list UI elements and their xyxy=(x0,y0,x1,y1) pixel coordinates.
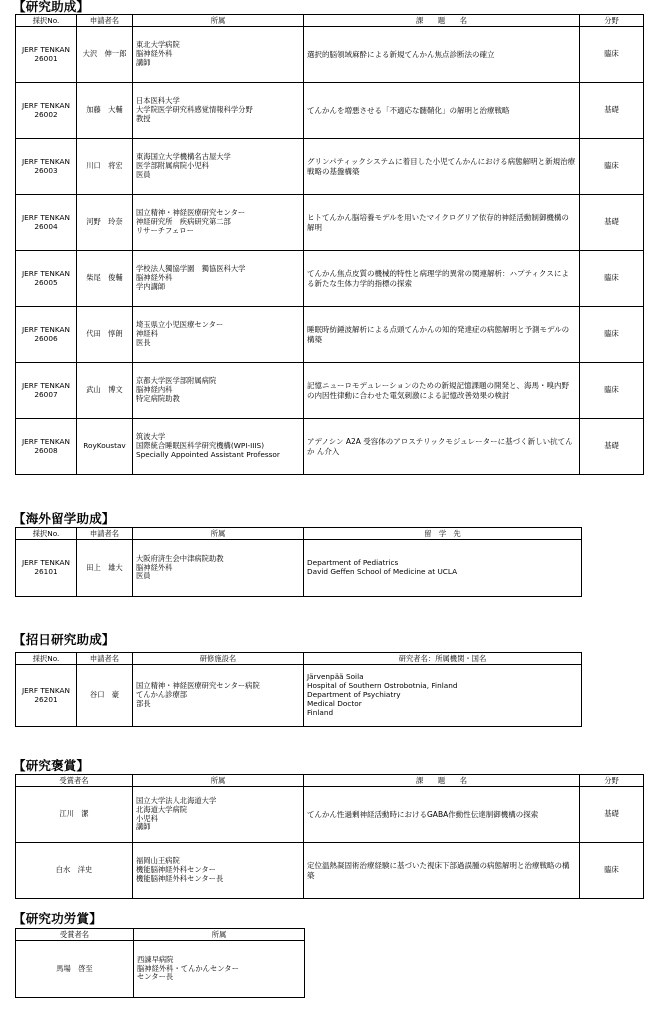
table-row xyxy=(16,843,644,899)
grant-no: JERF TENKAN 26201 xyxy=(16,665,77,727)
table-row xyxy=(16,540,582,597)
research-topic: 睡眠時紡錘波解析による点頭てんかんの知的発達症の病態解明と予測モデルの構築 xyxy=(304,307,580,363)
grants-table xyxy=(15,14,644,475)
applicant-name: 武山 博文 xyxy=(77,363,133,419)
research-field: 臨床 xyxy=(580,843,644,899)
overseas-table xyxy=(15,527,582,597)
table-row xyxy=(16,419,644,475)
table-row xyxy=(16,195,644,251)
column-header-destination: 留 学 先 xyxy=(304,528,582,540)
table-row xyxy=(16,139,644,195)
column-header-no: 採択No. xyxy=(16,15,77,27)
affiliation: 京都大学医学部附属病院 脳神経内科 特定病院助教 xyxy=(133,363,304,419)
research-topic: てんかんを増悪させる「不適応な髄鞘化」の解明と治療戦略 xyxy=(304,83,580,139)
applicant-name: 谷口 豪 xyxy=(77,665,133,727)
affiliation: 日本医科大学 大学院医学研究科感覚情報科学分野 教授 xyxy=(133,83,304,139)
grant-no: JERF TENKAN 26007 xyxy=(16,363,77,419)
overseas-section-title: 【海外留学助成】 xyxy=(13,511,115,526)
applicant-name: 加藤 大輔 xyxy=(77,83,133,139)
affiliation: 東海国立大学機構名古屋大学 医学部附属病院小児科 医員 xyxy=(133,139,304,195)
research-field: 臨床 xyxy=(580,363,644,419)
affiliation: 国立大学法人北海道大学 北海道大学病院 小児科 講師 xyxy=(133,787,304,843)
recipient-name: 江川 潔 xyxy=(16,787,133,843)
recipient-name: 白水 洋史 xyxy=(16,843,133,899)
column-header-affiliation: 所属 xyxy=(133,528,304,540)
table-row xyxy=(16,941,305,998)
research-topic: てんかん性過剰神経活動時におけるGABA作動性伝達制御機構の探索 xyxy=(304,787,580,843)
research-topic: てんかん焦点皮質の機械的特性と病理学的異常の関連解析：ハプティクスによる新たな生体力学的指標の探索 xyxy=(304,251,580,307)
affiliation: 筑波大学 国際統合睡眠医科学研究機構(WPI-IIIS) Specially Appointed Assistant Professor xyxy=(133,419,304,475)
column-header-affiliation: 所属 xyxy=(133,15,304,27)
table-row xyxy=(16,251,644,307)
grant-no: JERF TENKAN 26002 xyxy=(16,83,77,139)
affiliation: 埼玉県立小児医療センター 神経科 医長 xyxy=(133,307,304,363)
research-topic: 選択的脳領域麻酔による新規てんかん焦点診断法の確立 xyxy=(304,27,580,83)
affiliation: 福岡山王病院 機能脳神経外科センター 機能脳神経外科センター長 xyxy=(133,843,304,899)
table-header-row xyxy=(16,775,644,787)
research-topic: グリンパティックシステムに着目した小児てんかんにおける病態解明と新規治療戦略の基盤構築 xyxy=(304,139,580,195)
research-topic: 定位温熱凝固術治療経験に基づいた視床下部過誤腫の病態解明と治療戦略の構築 xyxy=(304,843,580,899)
column-header-name: 申請者名 xyxy=(77,653,133,665)
column-header-recipient: 受賞者名 xyxy=(16,775,133,787)
applicant-name: 代田 惇朗 xyxy=(77,307,133,363)
applicant-name: 田上 雄大 xyxy=(77,540,133,597)
grant-no: JERF TENKAN 26006 xyxy=(16,307,77,363)
recipient-name: 馬場 啓至 xyxy=(16,941,134,998)
table-row xyxy=(16,307,644,363)
applicant-name: 柴尾 俊輔 xyxy=(77,251,133,307)
column-header-topic: 課 題 名 xyxy=(304,775,580,787)
applicant-name: 大沢 伸一郎 xyxy=(77,27,133,83)
table-row xyxy=(16,363,644,419)
affiliation: 学校法人獨協学園 獨協医科大学 脳神経外科 学内講師 xyxy=(133,251,304,307)
award-table xyxy=(15,774,644,899)
research-field: 基礎 xyxy=(580,419,644,475)
merit-table xyxy=(15,928,305,998)
research-field: 基礎 xyxy=(580,195,644,251)
column-header-topic: 課 題 名 xyxy=(304,15,580,27)
table-header-row xyxy=(16,929,305,941)
column-header-name: 申請者名 xyxy=(77,15,133,27)
affiliation: 東北大学病院 脳神経外科 講師 xyxy=(133,27,304,83)
research-field: 臨床 xyxy=(580,139,644,195)
grant-no: JERF TENKAN 26005 xyxy=(16,251,77,307)
affiliation: 西諫早病院 脳神経外科・てんかんセンター センター長 xyxy=(134,941,305,998)
research-field: 臨床 xyxy=(580,27,644,83)
applicant-name: 川口 将宏 xyxy=(77,139,133,195)
grant-no: JERF TENKAN 26003 xyxy=(16,139,77,195)
column-header-no: 採択No. xyxy=(16,528,77,540)
column-header-no: 採択No. xyxy=(16,653,77,665)
award-section-title: 【研究褒賞】 xyxy=(13,758,90,773)
grant-no: JERF TENKAN 26008 xyxy=(16,419,77,475)
affiliation: 大阪府済生会中津病院助教 脳神経外科 医員 xyxy=(133,540,304,597)
research-field: 臨床 xyxy=(580,307,644,363)
table-header-row xyxy=(16,15,644,27)
column-header-affiliation: 所属 xyxy=(134,929,305,941)
research-topic: ヒトてんかん脳培養モデルを用いたマイクログリア依存的神経活動制御機構の解明 xyxy=(304,195,580,251)
training-facility: 国立精神・神経医療研究センター病院 てんかん診療部 部長 xyxy=(133,665,304,727)
study-destination: Department of Pediatrics David Geffen School of Medicine at UCLA xyxy=(304,540,582,597)
column-header-field: 分野 xyxy=(580,15,644,27)
column-header-recipient: 受賞者名 xyxy=(16,929,134,941)
column-header-facility: 研修施設名 xyxy=(133,653,304,665)
merit-section-title: 【研究功労賞】 xyxy=(13,911,102,926)
grants-section-title: 【研究助成】 xyxy=(13,0,90,14)
research-field: 基礎 xyxy=(580,83,644,139)
invitation-section-title: 【招日研究助成】 xyxy=(13,632,115,647)
research-field: 基礎 xyxy=(580,787,644,843)
grant-no: JERF TENKAN 26101 xyxy=(16,540,77,597)
invited-researcher: Järvenpää Soila Hospital of Southern Ostrobotnia, Finland Department of Psychiatry Medical Doctor Finland xyxy=(304,665,582,727)
column-header-affiliation: 所属 xyxy=(133,775,304,787)
grant-no: JERF TENKAN 26001 xyxy=(16,27,77,83)
table-row xyxy=(16,665,582,727)
column-header-researcher: 研究者名：所属機関・国名 xyxy=(304,653,582,665)
applicant-name: RoyKoustav xyxy=(77,419,133,475)
affiliation: 国立精神・神経医療研究センター 神経研究所 疾病研究第二部 リサーチフェロー xyxy=(133,195,304,251)
research-field: 臨床 xyxy=(580,251,644,307)
table-row xyxy=(16,83,644,139)
research-topic: アデノシン A2A 受容体のアロステリックモジュレーターに基づく新しい抗てんか ん介入 xyxy=(304,419,580,475)
table-header-row xyxy=(16,653,582,665)
table-row xyxy=(16,787,644,843)
table-header-row xyxy=(16,528,582,540)
grant-no: JERF TENKAN 26004 xyxy=(16,195,77,251)
column-header-name: 申請者名 xyxy=(77,528,133,540)
column-header-field: 分野 xyxy=(580,775,644,787)
applicant-name: 河野 玲奈 xyxy=(77,195,133,251)
invitation-table xyxy=(15,652,582,727)
table-row xyxy=(16,27,644,83)
research-topic: 記憶ニューロモデュレーションのための新規記憶課題の開発と、海馬・嗅内野の内因性律動に合わせた電気刺激による記憶改善効果の検討 xyxy=(304,363,580,419)
